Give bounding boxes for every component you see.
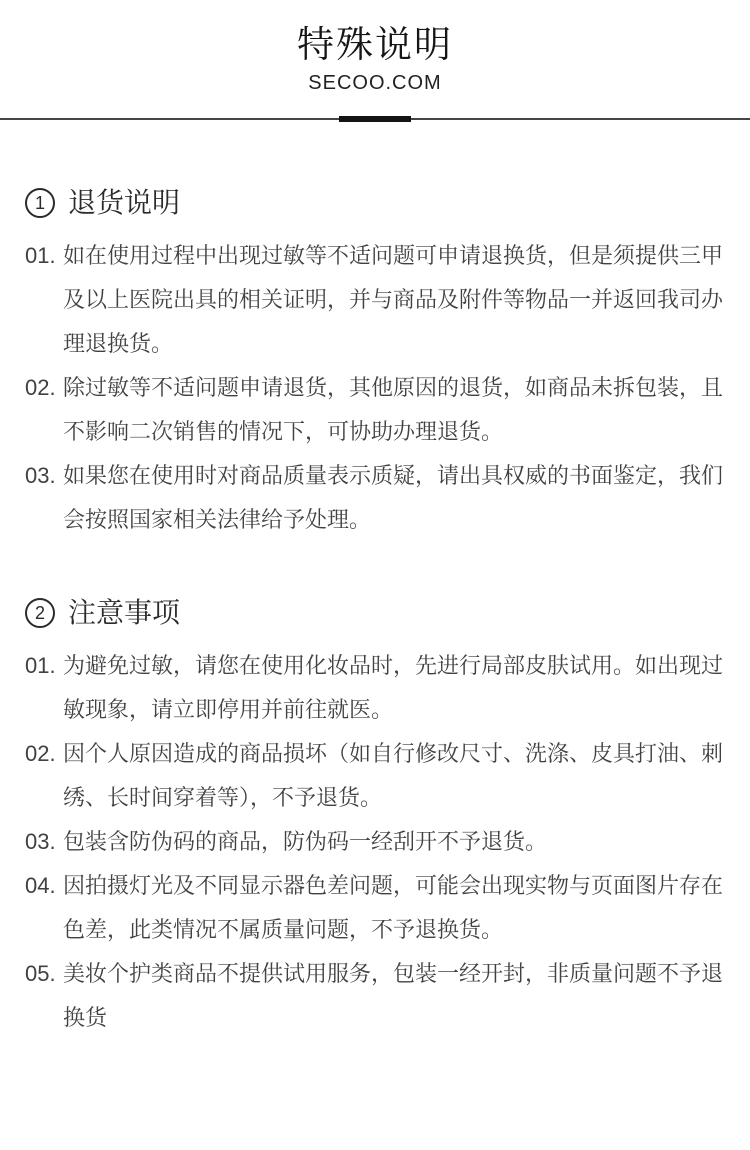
circled-number-icon: 2 xyxy=(25,598,55,628)
item-text-line: 敏现象，请立即停用并前往就医。 xyxy=(63,697,394,722)
list-item xyxy=(25,234,725,366)
item-text-line: 理退换货。 xyxy=(63,331,174,356)
item-text xyxy=(63,644,725,732)
section-title: 注意事项 xyxy=(68,597,181,628)
item-text xyxy=(63,454,725,542)
item-list xyxy=(25,234,725,542)
divider xyxy=(0,118,750,120)
item-text-line: 如果您在使用时对商品质量表示质疑，请出具权威的书面鉴定，我们 xyxy=(63,463,724,488)
item-text-line: 不影响二次销售的情况下，可协助办理退货。 xyxy=(63,419,504,444)
section-precautions xyxy=(0,596,750,1040)
list-item xyxy=(25,732,725,820)
brand-domain: SECOO.COM xyxy=(308,72,442,94)
item-text-line: 及以上医院出具的相关证明，并与商品及附件等物品一并返回我司办 xyxy=(63,287,724,312)
item-list xyxy=(25,644,725,1040)
item-text-line: 为避免过敏，请您在使用化妆品时，先进行局部皮肤试用。如出现过 xyxy=(63,653,724,678)
item-text-line: 美妆个护类商品不提供试用服务，包装一经开封，非质量问题不予退 xyxy=(63,961,724,986)
list-item xyxy=(25,454,725,542)
item-number: 01. xyxy=(25,653,56,678)
list-item xyxy=(25,366,725,454)
item-number: 03. xyxy=(25,829,56,854)
item-text-line: 如在使用过程中出现过敏等不适问题可申请退换货，但是须提供三甲 xyxy=(63,243,724,268)
circled-number-icon: 1 xyxy=(25,188,55,218)
item-text-line: 换货 xyxy=(63,1005,108,1030)
section-heading xyxy=(25,186,725,220)
item-text-line: 因个人原因造成的商品损坏（如自行修改尺寸、洗涤、皮具打油、刺 xyxy=(63,741,724,766)
item-number: 02. xyxy=(25,375,56,400)
page-title: 特殊说明 xyxy=(297,24,453,65)
item-text xyxy=(63,366,725,454)
section-heading xyxy=(25,596,725,630)
list-item xyxy=(25,644,725,732)
list-item xyxy=(25,952,725,1040)
item-number: 02. xyxy=(25,741,56,766)
item-number: 01. xyxy=(25,243,56,268)
item-text-line: 包装含防伪码的商品，防伪码一经刮开不予退货。 xyxy=(63,829,548,854)
item-text-line: 绣、长时间穿着等），不予退货。 xyxy=(63,785,383,810)
item-text-line: 除过敏等不适问题申请退货，其他原因的退货，如商品未拆包装，且 xyxy=(63,375,724,400)
item-text xyxy=(63,864,725,952)
section-return-policy xyxy=(0,186,750,542)
section-title: 退货说明 xyxy=(68,187,181,218)
item-text xyxy=(63,952,725,1040)
item-number: 05. xyxy=(25,961,56,986)
item-text xyxy=(63,820,725,864)
item-number: 03. xyxy=(25,463,56,488)
item-text-line: 因拍摄灯光及不同显示器色差问题，可能会出现实物与页面图片存在 xyxy=(63,873,724,898)
list-item xyxy=(25,864,725,952)
item-text xyxy=(63,732,725,820)
page-header xyxy=(0,0,750,95)
item-text-line: 会按照国家相关法律给予处理。 xyxy=(63,507,372,532)
item-text xyxy=(63,234,725,366)
item-number: 04. xyxy=(25,873,56,898)
list-item xyxy=(25,820,725,864)
item-text-line: 色差，此类情况不属质量问题，不予退换货。 xyxy=(63,917,504,942)
divider-accent xyxy=(339,116,411,122)
